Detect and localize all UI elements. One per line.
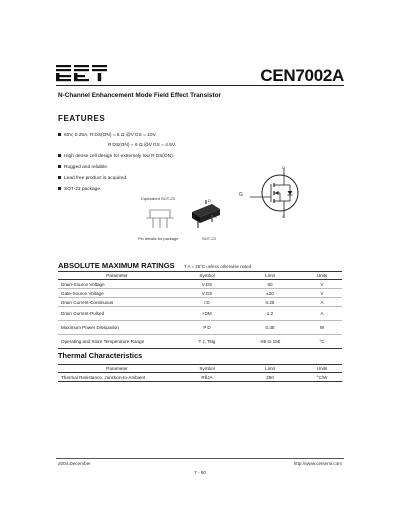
feature-item: Rugged and reliable.: [58, 165, 108, 170]
package-caption: Pin details for package: [138, 236, 179, 241]
table-header-row: [58, 365, 342, 373]
pin-label-drain: D: [282, 165, 285, 170]
sot23-chip-icon: [186, 200, 226, 232]
mosfet-schematic-icon: [246, 166, 306, 220]
page-subtitle: N-Channel Enhancement Mode Field Effect Transistor: [58, 92, 221, 99]
page-number: 7 - 90: [194, 470, 206, 475]
bullet-icon: [58, 133, 61, 136]
thermal-heading: Thermal Characteristics: [58, 351, 143, 360]
pin-label-gate: G: [239, 192, 243, 198]
col-header: Symbol: [176, 272, 238, 280]
chip-pin-label-g: G: [193, 214, 197, 219]
abs-max-note: T A = 25°C unless otherwise noted: [184, 264, 252, 269]
company-logo: [56, 64, 108, 87]
footer-date: 2004.December: [58, 461, 91, 466]
table-row: Drain Current-Pulsed I DM 1.2 A: [58, 307, 342, 321]
feature-item: Lead free product is acquired.: [58, 176, 127, 181]
chip-pin-label-d: D: [208, 198, 211, 203]
part-number: CEN7002A: [260, 66, 344, 85]
feature-item: SOT-23 package.: [58, 187, 101, 192]
table-row: Maximum Power Dissipation P D 0.35 W: [58, 321, 342, 335]
table-row: Thermal Resistance, Junction-to-Ambient RθJA 350 °C/W: [58, 373, 342, 382]
table-header-row: [58, 272, 342, 280]
bullet-icon: [58, 154, 61, 157]
header-rule: [56, 85, 344, 86]
abs-max-table: [58, 271, 342, 349]
col-header: Parameter: [58, 272, 176, 280]
col-header: Units: [302, 365, 342, 373]
feature-item-continued: R DS(ON) = 6 Ω @V GS = 4.5V.: [108, 143, 177, 148]
footer-url[interactable]: http://www.cetsemi.com: [293, 461, 342, 466]
col-header: Parameter: [58, 365, 176, 373]
package-outline-label: Equivalent SOT-23: [141, 196, 175, 201]
table-row: Gate-Source Voltage V GS ±20 V: [58, 289, 342, 298]
package-outline-icon: [144, 206, 176, 234]
table-row: Drain-Source Voltage V DS 60 V: [58, 280, 342, 289]
bullet-icon: [58, 187, 61, 190]
col-header: Limit: [238, 272, 302, 280]
table-row: Operating and Store Temperature Range T J, Tstg -55 to 150 °C: [58, 335, 342, 349]
col-header: Symbol: [176, 365, 238, 373]
features-heading: FEATURES: [58, 114, 106, 123]
feature-item: 60V, 0.25A, R DS(ON) = 5 Ω @V GS = 10V.: [58, 133, 157, 138]
table-row: Drain Current-Continuous I D 0.25 A: [58, 298, 342, 307]
pin-label-source: S: [282, 214, 285, 219]
chip-pin-label-s: S: [214, 214, 217, 219]
col-header: Units: [302, 272, 342, 280]
abs-max-heading: ABSOLUTE MAXIMUM RATINGS: [58, 261, 175, 270]
col-header: Limit: [238, 365, 302, 373]
cet-logo-icon: [56, 64, 108, 82]
footer-rule: [56, 458, 344, 459]
chip-package-name: SOT-23: [202, 236, 216, 241]
bullet-icon: [58, 176, 61, 179]
thermal-table: [58, 364, 342, 382]
feature-item: High dense cell design for extremely low R DS(ON).: [58, 154, 174, 159]
bullet-icon: [58, 165, 61, 168]
